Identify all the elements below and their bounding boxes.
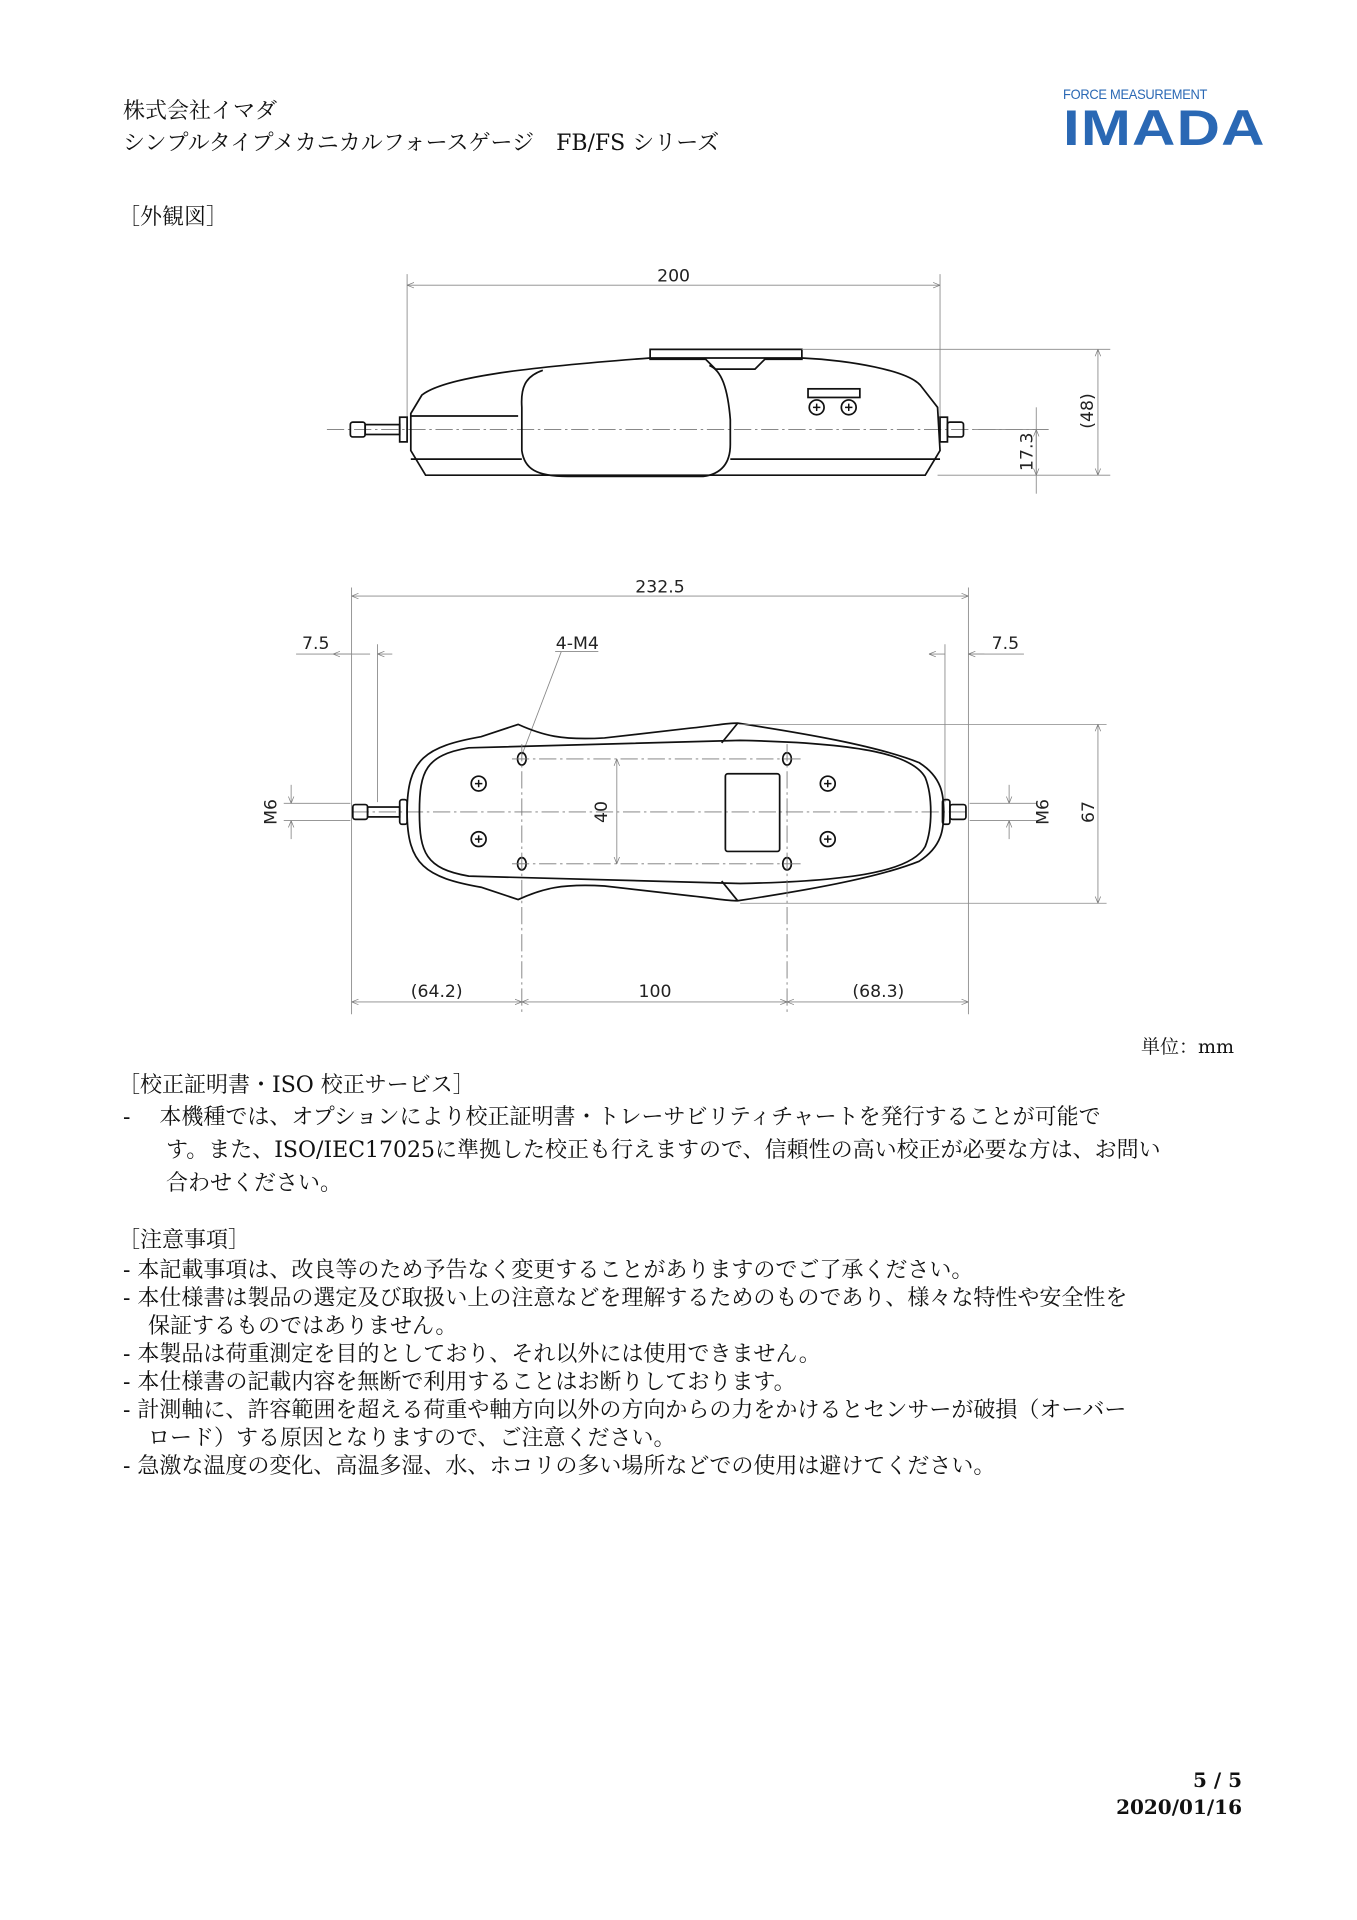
logo-wordmark: IMADA <box>1063 100 1266 156</box>
note-line: ロード）する原因となりますので、ご注意ください。 <box>148 1426 676 1451</box>
note-line: 保証するものではありません。 <box>148 1314 458 1339</box>
dim-body-width-label: 67 <box>1079 800 1100 823</box>
dim-right-offset-label: (68.3) <box>852 982 905 1003</box>
note-line: - 計測軸に、許容範囲を超える荷重や軸方向以外の方向からの力をかけるとセンサーが破損（オーバー <box>123 1398 1127 1423</box>
thread-left-label: M6 <box>261 799 282 825</box>
screw-icon <box>820 776 835 791</box>
calibration-line: す。また、ISO/IEC17025に準拠した校正も行えますので、信頼性の高い校正が必要な方は、お問い <box>166 1138 1161 1163</box>
notes-heading: ［注意事項］ <box>118 1228 251 1253</box>
logo-tagline: FORCE MEASUREMENT <box>1063 86 1208 102</box>
note-line: - 急激な温度の変化、高温多湿、水、ホコリの多い場所などでの使用は避けてください。 <box>123 1454 996 1479</box>
exterior-heading: ［外観図］ <box>118 205 229 230</box>
document-date: 2020/01/16 <box>1116 1795 1242 1819</box>
calibration-line: - 本機種では、オプションにより校正証明書・トレーサビリティチャートを発行することが可能で <box>123 1105 1101 1130</box>
dim-height-label: (48) <box>1078 393 1099 429</box>
product-title: シンプルタイプメカニカルフォースゲージ FB/FS シリーズ <box>123 131 720 156</box>
screw-icon <box>820 832 835 847</box>
dim-left-connector-label: 7.5 <box>302 634 330 655</box>
thread-right-label: M6 <box>1033 799 1054 825</box>
dim-axis-height-label: 17.3 <box>1017 432 1038 471</box>
calibration-line: 合わせください。 <box>166 1171 343 1196</box>
dim-left-offset-label: (64.2) <box>410 982 463 1003</box>
screw-icon <box>471 832 486 847</box>
dim-width-label: 200 <box>657 266 691 287</box>
company-name: 株式会社イマダ <box>123 99 278 124</box>
note-line: - 本製品は荷重測定を目的としており、それ以外には使用できません。 <box>123 1342 821 1367</box>
screw-icon <box>809 400 824 415</box>
unit-label: 単位：mm <box>1141 1036 1235 1058</box>
screw-icon <box>471 776 486 791</box>
side-view <box>327 267 1110 494</box>
dim-right-connector-label: 7.5 <box>991 634 1020 655</box>
dim-overall-label: 232.5 <box>635 577 685 598</box>
screw-icon <box>841 400 856 415</box>
display-window <box>725 774 779 852</box>
note-line: - 本仕様書の記載内容を無断で利用することはお断りしております。 <box>123 1370 796 1395</box>
mount-holes-label: 4-M4 <box>555 634 599 655</box>
top-view <box>261 577 1106 1014</box>
calibration-heading: ［校正証明書・ISO 校正サービス］ <box>118 1073 475 1098</box>
note-line: - 本記載事項は、改良等のため予告なく変更することがありますのでご了承ください。 <box>123 1258 974 1283</box>
page-number: 5 / 5 <box>1192 1768 1242 1792</box>
dim-hole-spacing-h-label: 100 <box>638 982 672 1003</box>
note-line: - 本仕様書は製品の選定及び取扱い上の注意などを理解するためのものであり、様々な特性や安全性を <box>123 1286 1128 1311</box>
dim-hole-spacing-v-label: 40 <box>591 800 612 823</box>
